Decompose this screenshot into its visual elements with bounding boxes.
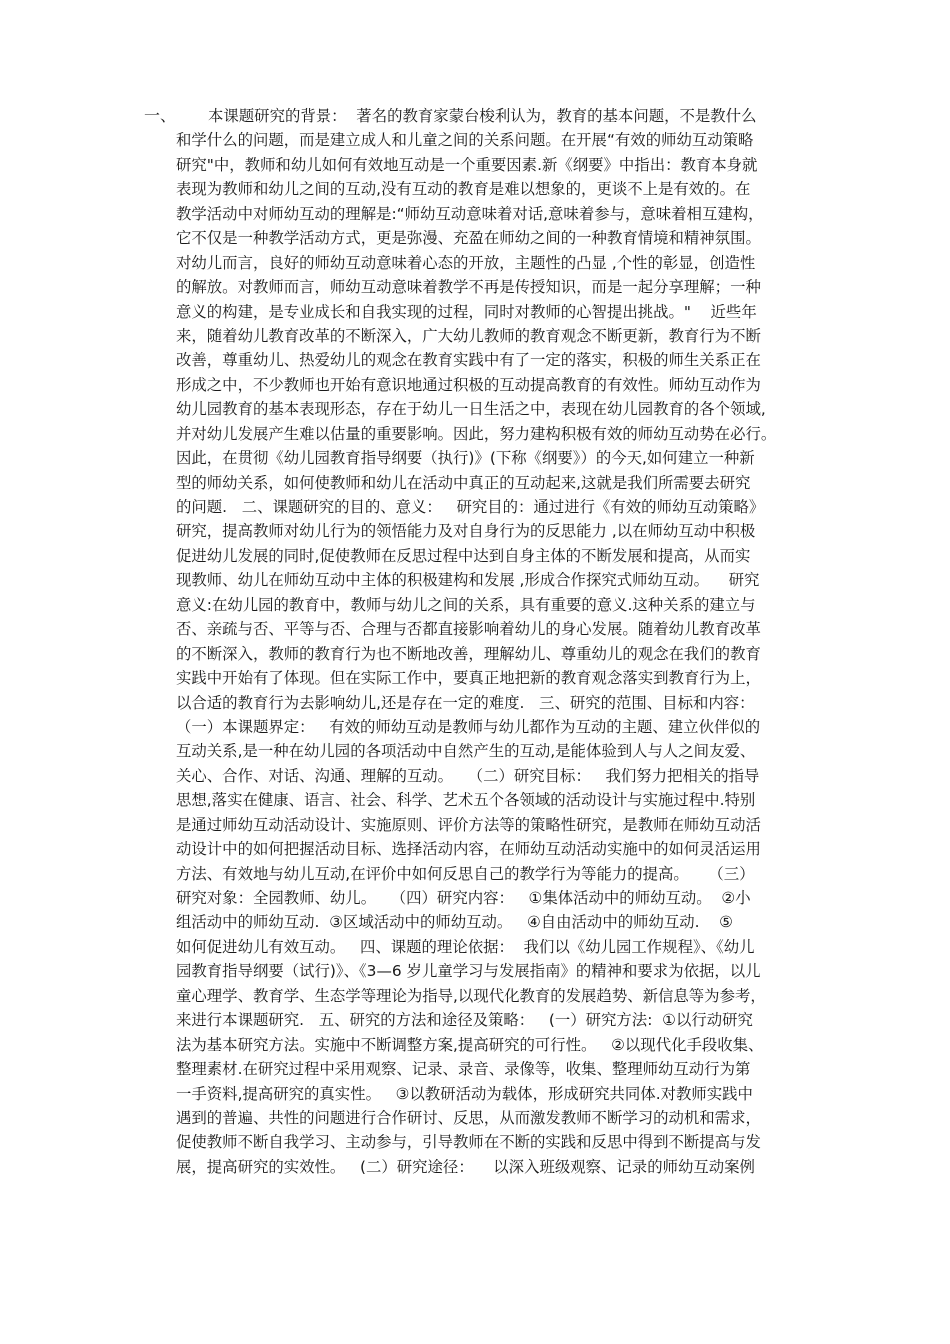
text-line: 的解放。对教师而言，师幼互动意味着教学不再是传授知识，而是一起分享理解；一种 (176, 278, 761, 297)
text-line: 动设计中的如何把握活动目标、选择活动内容，在师幼互动活动实施中的如何灵活运用 (176, 840, 761, 859)
text-line: 形成之中，不少教师也开始有意识地通过积极的互动提高教育的有效性。师幼互动作为 (176, 375, 761, 394)
text-line: 以合适的教育行为去影响幼儿,还是存在一定的难度. 三、研究的范围、目标和内容： (176, 693, 755, 712)
text-line: 一手资料,提高研究的真实性。 ③以教研活动为载体，形成研究共同体.对教师实践中 (176, 1084, 753, 1103)
text-line: 意义:在幼儿园的教育中，教师与幼儿之间的关系，具有重要的意义.这种关系的建立与 (176, 595, 756, 614)
text-line: 并对幼儿发展产生难以估量的重要影响。因此，努力建构积极有效的师幼互动势在必行。 (176, 424, 777, 443)
text-line: 整理素材.在研究过程中采用观察、记录、录音、录像等，收集、整理师幼互动行为第 (176, 1060, 751, 1079)
text-line: 意义的构建，是专业成长和自我实现的过程，同时对教师的心智提出挑战。" 近些年 (176, 302, 757, 321)
text-line: 研究，提高教师对幼儿行为的领悟能力及对自身行为的反思能力 ,以在师幼互动中积极 (176, 522, 756, 541)
text-line: 幼儿园教育的基本表现形态，存在于幼儿一日生活之中，表现在幼儿园教育的各个领域, (176, 400, 766, 419)
text-line: 来，随着幼儿教育改革的不断深入，广大幼儿教师的教育观念不断更新，教育行为不断 (176, 326, 761, 345)
text-line: 型的师幼关系，如何使教师和幼儿在活动中真正的互动起来,这就是我们所需要去研究 (176, 473, 751, 492)
text-line: 促使教师不断自我学习、主动参与，引导教师在不断的实践和反思中得到不断提高与发 (176, 1133, 761, 1152)
text-line: 的不断深入，教师的教育行为也不断地改善，理解幼儿、尊重幼儿的观念在我们的教育 (176, 644, 761, 663)
text-line: 研究"中，教师和幼儿如何有效地互动是一个重要因素.新《纲要》中指出：教育本身就 (176, 155, 758, 174)
text-line: 如何促进幼儿有效互动。 四、课题的理论依据： 我们以《幼儿园工作规程》、《幼儿 (176, 937, 755, 956)
text-line: 组活动中的师幼互动. ③区域活动中的师幼互动。 ④自由活动中的师幼互动. ⑤ (176, 913, 733, 932)
text-line: 否、亲疏与否、平等与否、合理与否都直接影响着幼儿的身心发展。随着幼儿教育改革 (176, 620, 761, 639)
text-line: 改善，尊重幼儿、热爱幼儿的观念在教育实践中有了一定的落实，积极的师生关系正在 (176, 351, 761, 370)
body-paragraph (176, 104, 816, 1179)
text-line: 现教师、幼儿在师幼互动中主体的积极建构和发展 ,形成合作探究式师幼互动。 研究 (176, 571, 760, 590)
text-line: 实践中开始有了体现。但在实际工作中，要真正地把新的教育观念落实到教育行为上， (176, 669, 761, 688)
text-line: 关心、合作、对话、沟通、理解的互动。 （二）研究目标： 我们努力把相关的指导 (176, 766, 760, 785)
text-line: 是通过师幼互动活动设计、实施原则、评价方法等的策略性研究，是教师在师幼互动活 (176, 815, 761, 834)
text-line: 遇到的普遍、共性的问题进行合作研讨、反思，从而激发教师不断学习的动机和需求， (176, 1108, 761, 1127)
text-line: 思想,落实在健康、语言、社会、科学、艺术五个各领域的活动设计与实施过程中.特别 (176, 791, 756, 810)
text-line: 教学活动中对师幼互动的理解是:“师幼互动意味着对话,意味着参与，意味着相互建构， (176, 204, 764, 223)
text-line: 法为基本研究方法。实施中不断调整方案,提高研究的可行性。 ②以现代化手段收集、 (176, 1035, 764, 1054)
text-line: 和学什么的问题，而是建立成人和儿童之间的关系问题。在开展“有效的师幼互动策略 (176, 131, 754, 150)
text-line: 它不仅是一种教学活动方式，更是弥漫、充盈在师幼之间的一种教育情境和精神氛围。 (176, 229, 761, 248)
text-line: 研究对象：全园教师、幼儿。 （四）研究内容： ①集体活动中的师幼互动。 ②小 (176, 889, 751, 907)
text-line: 的问题. 二、课题研究的目的、意义： 研究目的：通过进行《有效的师幼互动策略》 (176, 498, 765, 516)
text-line: 因此，在贯彻《幼儿园教育指导纲要（执行)》(下称《纲要》）的今天,如何建立一种新 (176, 449, 755, 468)
text-line: 本课题研究的背景： 著名的教育家蒙台梭利认为，教育的基本问题，不是教什么 (208, 107, 757, 125)
text-line: 对幼儿而言，良好的师幼互动意味着心态的开放，主题性的凸显 ,个性的彰显，创造性 (176, 253, 756, 272)
text-line: 表现为教师和幼儿之间的互动,没有互动的教育是难以想象的，更谈不上是有效的。在 (176, 180, 751, 199)
text-line: 互动关系,是一种在幼儿园的各项活动中自然产生的互动,是能体验到人与人之间友爱、 (176, 742, 756, 761)
text-line: （一）本课题界定： 有效的师幼互动是教师与幼儿都作为互动的主题、建立伙伴似的 (176, 717, 761, 736)
text-line: 促进幼儿发展的同时,促使教师在反思过程中达到自身主体的不断发展和提高，从而实 (176, 546, 751, 565)
list-marker: 一、 (144, 106, 177, 125)
text-line: 展，提高研究的实效性。 (二）研究途径： 以深入班级观察、记录的师幼互动案例 (176, 1157, 755, 1176)
text-line: 方法、有效地与幼儿互动,在评价中如何反思自己的教学行为等能力的提高。 （三） (176, 864, 755, 883)
text-line: 童心理学、教育学、生态学等理论为指导,以现代化教育的发展趋势、新信息等为参考， (176, 986, 766, 1005)
text-line: 园教育指导纲要（试行)》、《3—6 岁儿童学习与发展指南》的精神和要求为依据，以儿 (176, 962, 761, 981)
text-line: 来进行本课题研究. 五、研究的方法和途径及策略： (一）研究方法: ①以行动研究 (176, 1011, 753, 1030)
